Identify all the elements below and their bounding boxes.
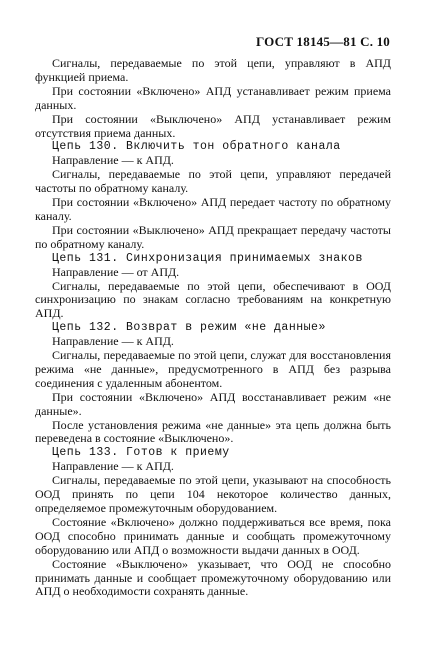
paragraph: Сигналы, передаваемые по этой цепи, управляют в АПД функцией приема. xyxy=(35,56,391,84)
page-body xyxy=(35,57,391,599)
paragraph: Сигналы, передаваемые по этой цепи, указывают на способность ООД принять по цепи 104 некоторое количество данных, определяемое промежуточным оборудованием. xyxy=(35,473,391,515)
paragraph: Состояние «Включено» должно поддерживаться все время, пока ООД способно принимать данные и сообщать промежуточному оборудованию или АПД о возможности выдачи данных в ООД. xyxy=(35,514,391,557)
circuit-title: Цепь 133. Готов к приему xyxy=(52,446,230,460)
direction-line: Направление — к АПД. xyxy=(52,459,174,474)
paragraph: При состоянии «Выключено» АПД прекращает передачу частоты по обратному каналу. xyxy=(35,222,391,251)
page-header: ГОСТ 18145—81 С. 10 xyxy=(256,34,390,49)
paragraph: При состоянии «Включено» АПД передает частоту по обратному каналу. xyxy=(35,195,391,223)
circuit-title: Цепь 131. Синхронизация принимаемых знаков xyxy=(52,251,363,265)
paragraph: При состоянии «Включено» АПД устанавливает режим приема данных. xyxy=(35,83,391,112)
paragraph: Состояние «Выключено» указывает, что ООД не способно принимать данные и сообщает промежуточному оборудованию или АПД о необходимости сохранять данные. xyxy=(35,556,391,599)
paragraph: Сигналы, передаваемые по этой цепи, служат для восстановления режима «не данные», предусмотренного в АПД без разрыва соединения с удаленным абонентом. xyxy=(35,348,391,390)
circuit-title: Цепь 130. Включить тон обратного канала xyxy=(52,140,341,154)
paragraph: При состоянии «Выключено» АПД устанавливает режим отсутствия приема данных. xyxy=(35,111,391,140)
paragraph: Сигналы, передаваемые по этой цепи, управляют передачей частоты по обратному каналу. xyxy=(35,167,391,196)
direction-line: Направление — к АПД. xyxy=(52,153,174,168)
direction-line: Направление — от АПД. xyxy=(52,264,180,279)
paragraph: Сигналы, передаваемые по этой цепи, обеспечивают в ООД синхронизацию по знакам согласно требованиям на конкретную АПД. xyxy=(35,278,391,321)
paragraph: При состоянии «Включено» АПД восстанавливает режим «не данные». xyxy=(35,389,391,418)
circuit-title: Цепь 132. Возврат в режим «не данные» xyxy=(52,321,326,335)
paragraph: После установления режима «не данные» эта цепь должна быть переведена в состояние «Выключено». xyxy=(35,417,391,446)
direction-line: Направление — к АПД. xyxy=(52,334,174,349)
